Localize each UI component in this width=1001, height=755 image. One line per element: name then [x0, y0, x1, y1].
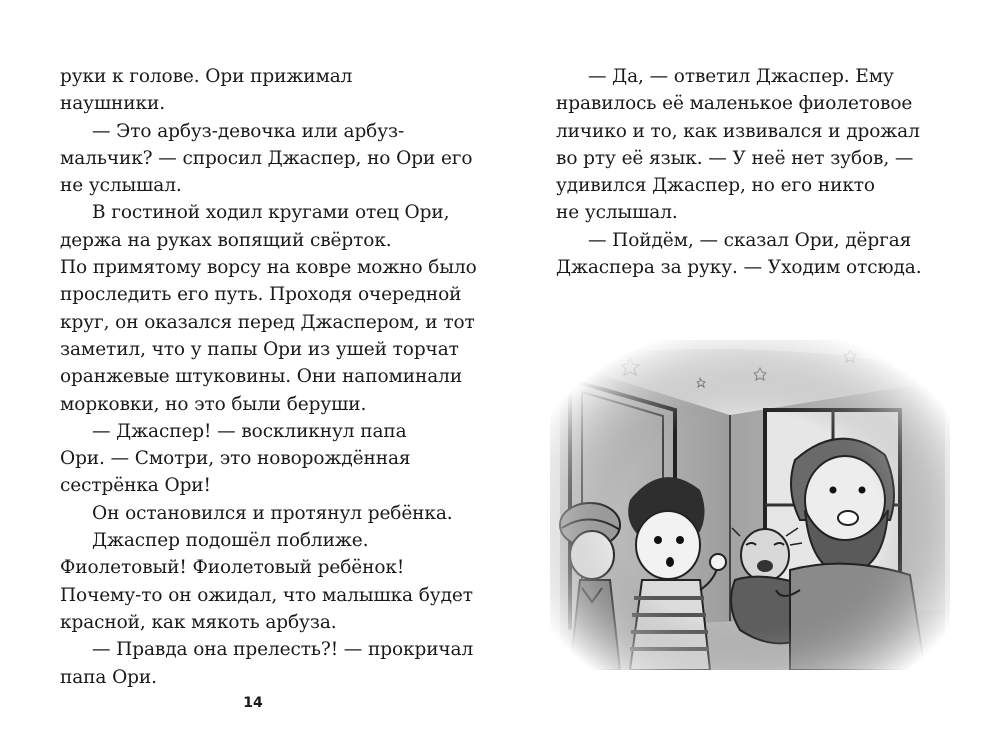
- left-page-text-line: не услышал.: [60, 175, 182, 197]
- right-page-text-line: — Да, — ответил Джаспер. Ему: [588, 66, 894, 87]
- left-page-text-line: красной, как мякоть арбуза.: [60, 611, 337, 633]
- left-page-text-line: В гостиной ходил кругами отец Ори,: [92, 202, 450, 224]
- right-page-text: [556, 63, 936, 281]
- left-page-text-line: держа на руках вопящий свёрток.: [60, 229, 392, 251]
- right-page-text-line: личико и то, как извивался и дрожал: [556, 120, 920, 142]
- left-page-text-line: Почему-то он ожидал, что малышка будет: [60, 584, 473, 606]
- illustration: [550, 340, 950, 670]
- left-page-text-line: По примятому ворсу на ковре можно было: [60, 257, 477, 279]
- left-page-text-line: Ори. — Смотри, это новорождённая: [60, 448, 411, 470]
- left-page-text-line: наушники.: [60, 93, 165, 115]
- left-page-text-line: — Правда она прелесть?! — прокричал: [92, 639, 474, 661]
- left-page-text-line: проследить его путь. Проходя очередной: [60, 284, 462, 306]
- left-page-text-line: — Джаспер! — воскликнул папа: [92, 420, 407, 442]
- left-page-text-line: руки к голове. Ори прижимал: [60, 66, 353, 87]
- left-page-text-line: оранжевые штуковины. Они напоминали: [60, 366, 463, 388]
- left-page-text-line: папа Ори.: [60, 666, 157, 688]
- left-page-text-line: — Это арбуз-девочка или арбуз-: [92, 120, 405, 142]
- right-page-text-line: не услышал.: [556, 202, 678, 224]
- left-page-text-line: заметил, что у папы Ори из ушей торчат: [60, 338, 459, 360]
- left-page-text-line: Фиолетовый! Фиолетовый ребёнок!: [60, 557, 405, 579]
- left-page-text-line: Джаспер подошёл поближе.: [92, 530, 369, 552]
- left-page-text-line: сестрёнка Ори!: [60, 475, 211, 497]
- left-page-text-line: Он остановился и протянул ребёнка.: [92, 502, 453, 524]
- right-page-text-line: Джаспера за руку. — Уходим отсюда.: [556, 257, 922, 279]
- left-page-text-line: морковки, но это были беруши.: [60, 393, 367, 415]
- right-page-text-line: — Пойдём, — сказал Ори, дёргая: [588, 229, 912, 251]
- right-page-text-line: удивился Джаспер, но его никто: [556, 175, 875, 197]
- page-number: 14: [243, 695, 263, 711]
- right-page-text-line: во рту её язык. — У неё нет зубов, —: [556, 147, 914, 169]
- left-page-text-line: мальчик? — спросил Джаспер, но Ори его: [60, 147, 473, 169]
- left-page-text-line: круг, он оказался перед Джаспером, и тот: [60, 311, 475, 333]
- pencil-sketch-illustration: [550, 340, 950, 670]
- left-page-text: [60, 63, 477, 691]
- right-page-text-line: нравилось её маленькое фиолетовое: [556, 93, 913, 115]
